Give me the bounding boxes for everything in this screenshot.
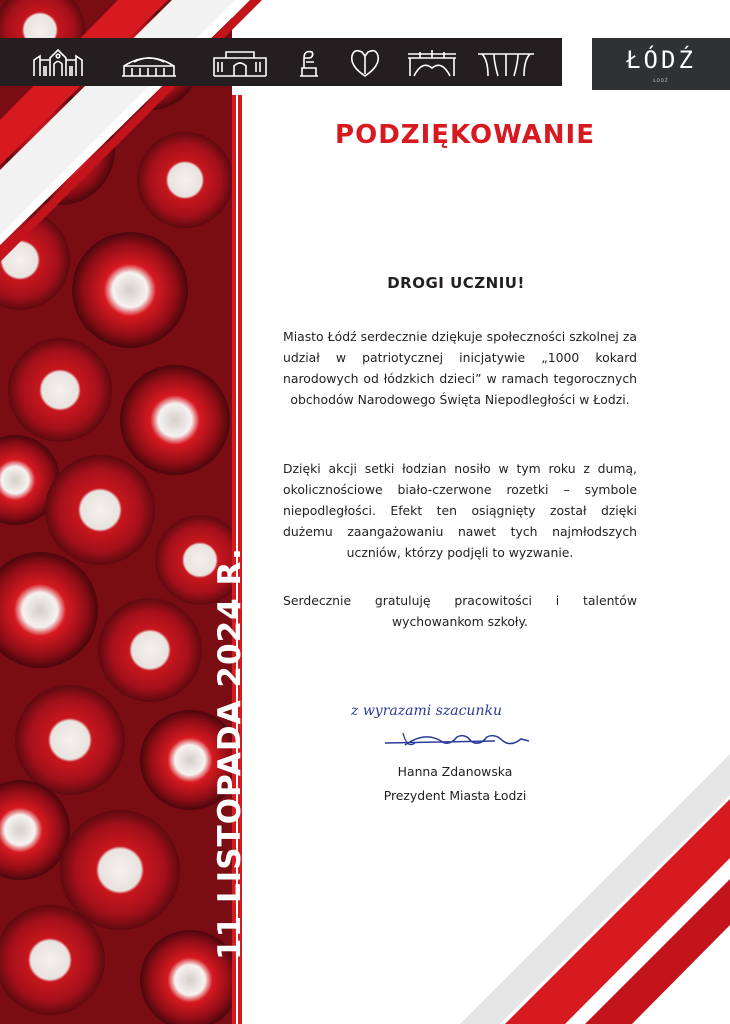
city-logo-text: ŁÓDŹ — [626, 46, 696, 74]
page-title: PODZIĘKOWANIE — [335, 120, 595, 150]
signer-title: Prezydent Miasta Łodzi — [383, 788, 527, 803]
letter-paragraph: Miasto Łódź serdecznie dziękuje społeczności szkolnej za udział w patriotycznej inicjatywie „1000 kokard narodowych od łódzkich dzieci” w ramach tegorocznych obchodów Narodowego Święta Niepodległości w Łodzi. — [283, 329, 637, 407]
palace-icon — [212, 46, 268, 78]
bridge-arcade-icon — [406, 46, 458, 78]
letter-paragraph: Serdecznie gratuluję pracowitości i talentów wychowankom szkoły. — [283, 593, 637, 629]
railway-station-icon — [32, 46, 84, 78]
hall-roof-icon — [476, 46, 536, 78]
handwritten-signature — [345, 695, 565, 759]
vertical-date-text: 11 LISTOPADA 2024 R. — [212, 547, 248, 960]
signer-name: Hanna Zdanowska — [397, 764, 513, 779]
heart-sculpture-icon — [348, 46, 382, 78]
city-logo — [592, 38, 730, 90]
letter-paragraph: Dzięki akcji setki łodzian nosiło w tym roku z dumą, okolicznościowe biało-czerwone rozetki – symbole niepodległości. Efekt ten osiągnięty został dzięki dużemu zaangażowaniu nawet tych najmłodszych uczniów, którzy podjęli to wyzwanie. — [283, 461, 637, 560]
piano-monument-icon — [294, 46, 322, 78]
city-logo-subtitle: ŁÓDŹ — [653, 78, 669, 83]
signature-closing: z wyrazami szacunku — [351, 703, 502, 719]
greeting-heading: DROGI UCZNIU! — [387, 274, 525, 292]
landmarks-icon-bar — [0, 38, 562, 86]
market-hall-icon — [120, 46, 178, 78]
